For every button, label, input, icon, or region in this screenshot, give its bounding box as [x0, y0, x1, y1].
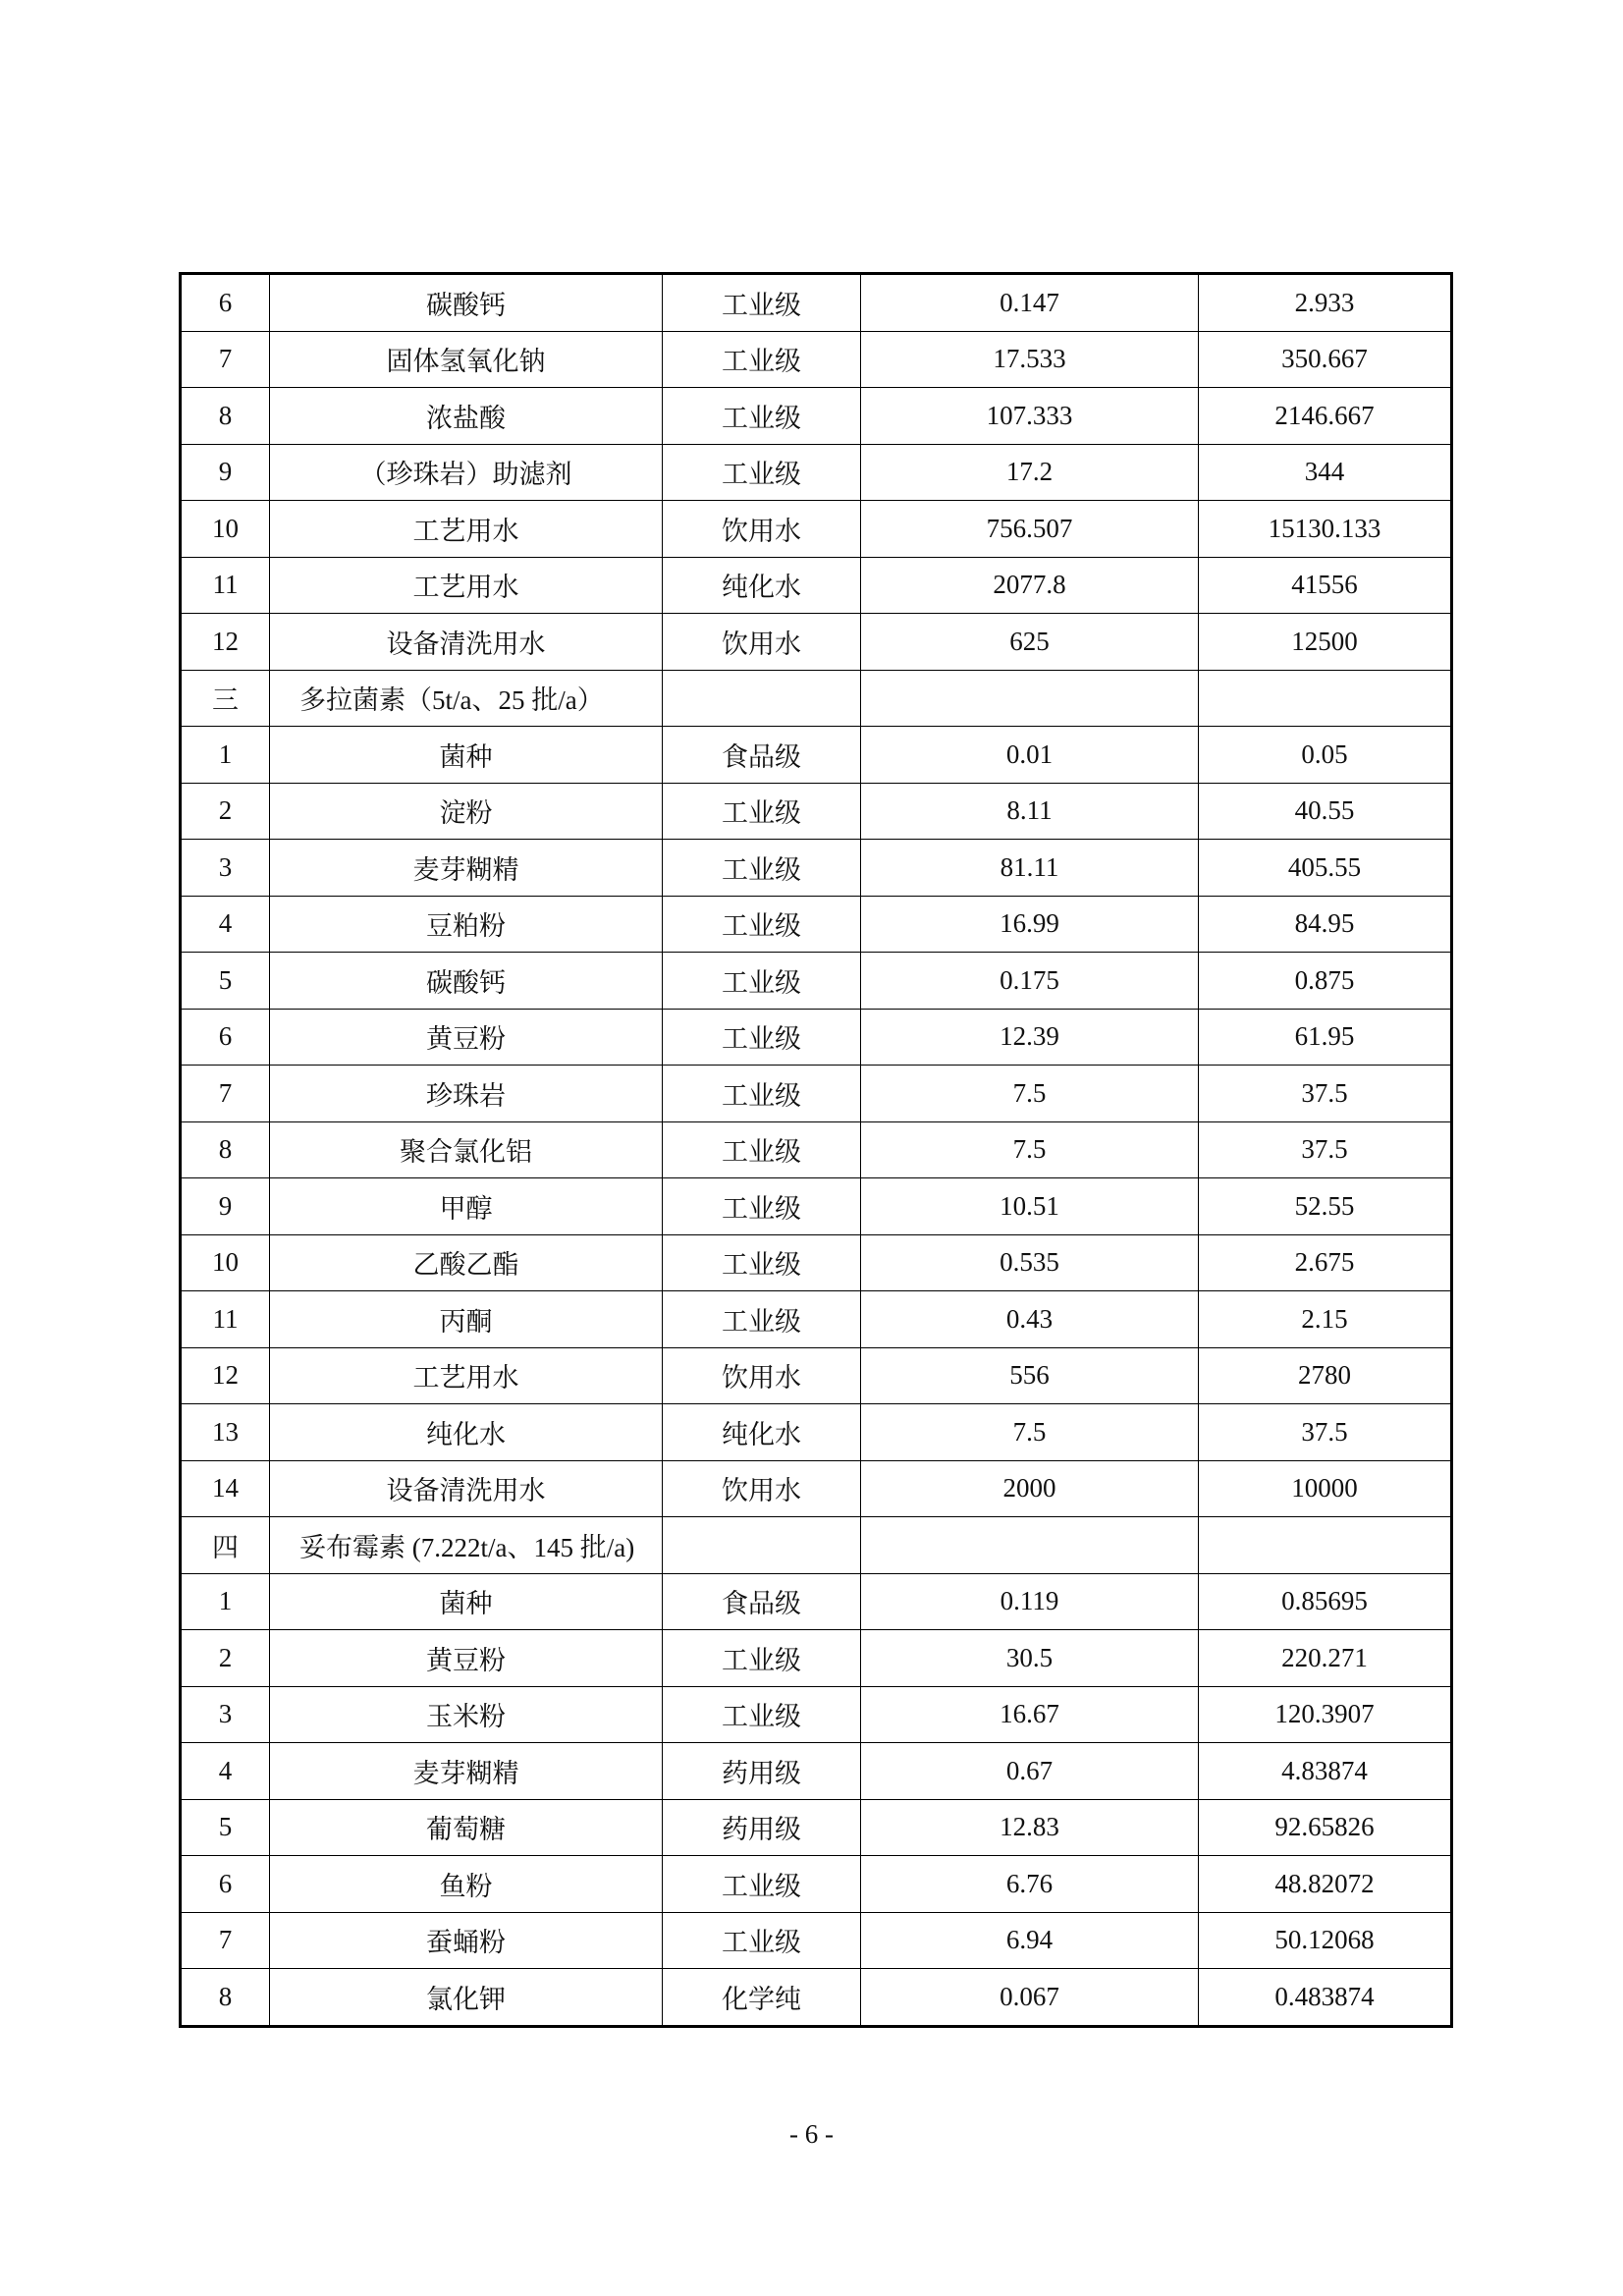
material-name-cell: 豆粕粉	[270, 896, 663, 953]
row-number-cell: 10	[181, 1234, 270, 1291]
material-name-cell: 菌种	[270, 1573, 663, 1630]
annual-quantity-cell: 2780	[1199, 1347, 1452, 1404]
grade-cell: 食品级	[663, 1573, 861, 1630]
row-number-cell: 4	[181, 1743, 270, 1800]
section-header-row	[181, 1517, 1452, 1574]
annual-quantity-cell: 50.12068	[1199, 1912, 1452, 1969]
grade-cell: 药用级	[663, 1799, 861, 1856]
quantity-per-batch-cell: 0.43	[861, 1291, 1199, 1348]
annual-quantity-cell: 37.5	[1199, 1066, 1452, 1122]
material-name-cell: 工艺用水	[270, 557, 663, 614]
quantity-per-batch-cell: 17.533	[861, 331, 1199, 388]
row-number-cell: 四	[181, 1517, 270, 1574]
grade-cell: 化学纯	[663, 1969, 861, 2027]
annual-quantity-cell: 0.85695	[1199, 1573, 1452, 1630]
grade-cell: 食品级	[663, 727, 861, 784]
quantity-per-batch-cell: 30.5	[861, 1630, 1199, 1687]
row-number-cell: 1	[181, 1573, 270, 1630]
annual-quantity-cell: 220.271	[1199, 1630, 1452, 1687]
row-number-cell: 11	[181, 1291, 270, 1348]
row-number-cell: 6	[181, 1009, 270, 1066]
grade-cell: 工业级	[663, 1912, 861, 1969]
quantity-per-batch-cell: 0.067	[861, 1969, 1199, 2027]
row-number-cell: 5	[181, 953, 270, 1010]
row-number-cell: 10	[181, 501, 270, 558]
grade-cell: 药用级	[663, 1743, 861, 1800]
row-number-cell: 7	[181, 331, 270, 388]
quantity-per-batch-cell: 2000	[861, 1460, 1199, 1517]
grade-cell: 工业级	[663, 953, 861, 1010]
quantity-per-batch-cell: 12.39	[861, 1009, 1199, 1066]
material-name-cell: 麦芽糊精	[270, 1743, 663, 1800]
row-number-cell: 4	[181, 896, 270, 953]
materials-table	[179, 272, 1453, 2028]
quantity-per-batch-cell	[861, 670, 1199, 727]
table-row	[181, 331, 1452, 388]
row-number-cell: 8	[181, 1121, 270, 1178]
grade-cell: 工业级	[663, 1234, 861, 1291]
material-name-cell: 鱼粉	[270, 1856, 663, 1913]
annual-quantity-cell: 0.05	[1199, 727, 1452, 784]
grade-cell: 工业级	[663, 840, 861, 897]
annual-quantity-cell: 15130.133	[1199, 501, 1452, 558]
annual-quantity-cell: 48.82072	[1199, 1856, 1452, 1913]
row-number-cell: 13	[181, 1404, 270, 1461]
material-name-cell: 碳酸钙	[270, 953, 663, 1010]
annual-quantity-cell	[1199, 1517, 1452, 1574]
grade-cell: 工业级	[663, 896, 861, 953]
grade-cell: 纯化水	[663, 1404, 861, 1461]
quantity-per-batch-cell: 0.535	[861, 1234, 1199, 1291]
table-row	[181, 783, 1452, 840]
quantity-per-batch-cell: 16.67	[861, 1686, 1199, 1743]
material-name-cell: 丙酮	[270, 1291, 663, 1348]
quantity-per-batch-cell: 756.507	[861, 501, 1199, 558]
material-name-cell: 麦芽糊精	[270, 840, 663, 897]
quantity-per-batch-cell: 556	[861, 1347, 1199, 1404]
grade-cell: 工业级	[663, 1009, 861, 1066]
quantity-per-batch-cell: 2077.8	[861, 557, 1199, 614]
table-row	[181, 557, 1452, 614]
row-number-cell: 6	[181, 1856, 270, 1913]
row-number-cell: 3	[181, 840, 270, 897]
material-name-cell: 珍珠岩	[270, 1066, 663, 1122]
material-name-cell: 工艺用水	[270, 1347, 663, 1404]
material-name-cell: 固体氢氧化钠	[270, 331, 663, 388]
quantity-per-batch-cell: 17.2	[861, 444, 1199, 501]
annual-quantity-cell: 0.875	[1199, 953, 1452, 1010]
table-row	[181, 1686, 1452, 1743]
row-number-cell: 2	[181, 1630, 270, 1687]
annual-quantity-cell: 52.55	[1199, 1178, 1452, 1235]
table-row	[181, 1630, 1452, 1687]
annual-quantity-cell: 2.933	[1199, 274, 1452, 332]
material-name-cell: 蚕蛹粉	[270, 1912, 663, 1969]
table-row	[181, 444, 1452, 501]
grade-cell	[663, 1517, 861, 1574]
material-name-cell: 设备清洗用水	[270, 614, 663, 671]
grade-cell: 工业级	[663, 1291, 861, 1348]
annual-quantity-cell: 37.5	[1199, 1404, 1452, 1461]
quantity-per-batch-cell: 0.01	[861, 727, 1199, 784]
row-number-cell: 1	[181, 727, 270, 784]
annual-quantity-cell: 0.483874	[1199, 1969, 1452, 2027]
table-row	[181, 274, 1452, 332]
table-row	[181, 1291, 1452, 1348]
grade-cell	[663, 670, 861, 727]
grade-cell: 工业级	[663, 1178, 861, 1235]
row-number-cell: 7	[181, 1066, 270, 1122]
quantity-per-batch-cell: 0.147	[861, 274, 1199, 332]
table-row	[181, 953, 1452, 1010]
table-row	[181, 614, 1452, 671]
quantity-per-batch-cell: 81.11	[861, 840, 1199, 897]
material-name-cell: 淀粉	[270, 783, 663, 840]
table-row	[181, 1799, 1452, 1856]
quantity-per-batch-cell: 10.51	[861, 1178, 1199, 1235]
table-row	[181, 1404, 1452, 1461]
annual-quantity-cell: 4.83874	[1199, 1743, 1452, 1800]
table-row	[181, 501, 1452, 558]
grade-cell: 饮用水	[663, 1460, 861, 1517]
row-number-cell: 2	[181, 783, 270, 840]
grade-cell: 工业级	[663, 1630, 861, 1687]
grade-cell: 工业级	[663, 274, 861, 332]
material-name-cell: 玉米粉	[270, 1686, 663, 1743]
grade-cell: 工业级	[663, 444, 861, 501]
material-name-cell: 碳酸钙	[270, 274, 663, 332]
annual-quantity-cell: 84.95	[1199, 896, 1452, 953]
material-name-cell: 黄豆粉	[270, 1009, 663, 1066]
table-row	[181, 1912, 1452, 1969]
row-number-cell: 3	[181, 1686, 270, 1743]
material-name-cell: 聚合氯化铝	[270, 1121, 663, 1178]
quantity-per-batch-cell: 16.99	[861, 896, 1199, 953]
row-number-cell: 8	[181, 388, 270, 445]
annual-quantity-cell: 2.675	[1199, 1234, 1452, 1291]
annual-quantity-cell: 37.5	[1199, 1121, 1452, 1178]
table-row	[181, 1234, 1452, 1291]
row-number-cell: 11	[181, 557, 270, 614]
table-row	[181, 388, 1452, 445]
annual-quantity-cell	[1199, 670, 1452, 727]
quantity-per-batch-cell: 7.5	[861, 1404, 1199, 1461]
quantity-per-batch-cell	[861, 1517, 1199, 1574]
grade-cell: 工业级	[663, 388, 861, 445]
grade-cell: 工业级	[663, 1686, 861, 1743]
annual-quantity-cell: 41556	[1199, 557, 1452, 614]
material-name-cell: 工艺用水	[270, 501, 663, 558]
row-number-cell: 9	[181, 1178, 270, 1235]
row-number-cell: 三	[181, 670, 270, 727]
table-row	[181, 1743, 1452, 1800]
row-number-cell: 14	[181, 1460, 270, 1517]
material-name-cell: 氯化钾	[270, 1969, 663, 2027]
table-row	[181, 1066, 1452, 1122]
quantity-per-batch-cell: 7.5	[861, 1121, 1199, 1178]
material-name-cell: 乙酸乙酯	[270, 1234, 663, 1291]
row-number-cell: 8	[181, 1969, 270, 2027]
grade-cell: 工业级	[663, 1066, 861, 1122]
grade-cell: 饮用水	[663, 614, 861, 671]
table-row	[181, 1856, 1452, 1913]
material-name-cell: 多拉菌素（5t/a、25 批/a）	[270, 670, 663, 727]
quantity-per-batch-cell: 8.11	[861, 783, 1199, 840]
row-number-cell: 12	[181, 1347, 270, 1404]
table-row	[181, 727, 1452, 784]
grade-cell: 工业级	[663, 783, 861, 840]
grade-cell: 工业级	[663, 1121, 861, 1178]
quantity-per-batch-cell: 625	[861, 614, 1199, 671]
quantity-per-batch-cell: 0.67	[861, 1743, 1199, 1800]
table-row	[181, 1178, 1452, 1235]
table-row	[181, 1009, 1452, 1066]
grade-cell: 饮用水	[663, 501, 861, 558]
quantity-per-batch-cell: 107.333	[861, 388, 1199, 445]
annual-quantity-cell: 12500	[1199, 614, 1452, 671]
grade-cell: 饮用水	[663, 1347, 861, 1404]
material-name-cell: 黄豆粉	[270, 1630, 663, 1687]
quantity-per-batch-cell: 6.76	[861, 1856, 1199, 1913]
quantity-per-batch-cell: 6.94	[861, 1912, 1199, 1969]
grade-cell: 工业级	[663, 331, 861, 388]
material-name-cell: 甲醇	[270, 1178, 663, 1235]
section-header-row	[181, 670, 1452, 727]
annual-quantity-cell: 120.3907	[1199, 1686, 1452, 1743]
material-name-cell: 葡萄糖	[270, 1799, 663, 1856]
material-name-cell: （珍珠岩）助滤剂	[270, 444, 663, 501]
material-name-cell: 设备清洗用水	[270, 1460, 663, 1517]
table-row	[181, 1347, 1452, 1404]
table-row	[181, 896, 1452, 953]
annual-quantity-cell: 2146.667	[1199, 388, 1452, 445]
annual-quantity-cell: 40.55	[1199, 783, 1452, 840]
materials-table-body	[181, 274, 1452, 2027]
annual-quantity-cell: 92.65826	[1199, 1799, 1452, 1856]
row-number-cell: 5	[181, 1799, 270, 1856]
grade-cell: 工业级	[663, 1856, 861, 1913]
table-row	[181, 1121, 1452, 1178]
quantity-per-batch-cell: 7.5	[861, 1066, 1199, 1122]
material-name-cell: 菌种	[270, 727, 663, 784]
page-number: - 6 -	[789, 2119, 834, 2149]
annual-quantity-cell: 405.55	[1199, 840, 1452, 897]
row-number-cell: 9	[181, 444, 270, 501]
annual-quantity-cell: 344	[1199, 444, 1452, 501]
table-row	[181, 840, 1452, 897]
annual-quantity-cell: 350.667	[1199, 331, 1452, 388]
quantity-per-batch-cell: 0.175	[861, 953, 1199, 1010]
quantity-per-batch-cell: 0.119	[861, 1573, 1199, 1630]
annual-quantity-cell: 61.95	[1199, 1009, 1452, 1066]
row-number-cell: 7	[181, 1912, 270, 1969]
material-name-cell: 妥布霉素 (7.222t/a、145 批/a)	[270, 1517, 663, 1574]
grade-cell: 纯化水	[663, 557, 861, 614]
annual-quantity-cell: 10000	[1199, 1460, 1452, 1517]
quantity-per-batch-cell: 12.83	[861, 1799, 1199, 1856]
material-name-cell: 浓盐酸	[270, 388, 663, 445]
row-number-cell: 12	[181, 614, 270, 671]
table-row	[181, 1573, 1452, 1630]
table-row	[181, 1969, 1452, 2027]
row-number-cell: 6	[181, 274, 270, 332]
table-row	[181, 1460, 1452, 1517]
annual-quantity-cell: 2.15	[1199, 1291, 1452, 1348]
material-name-cell: 纯化水	[270, 1404, 663, 1461]
